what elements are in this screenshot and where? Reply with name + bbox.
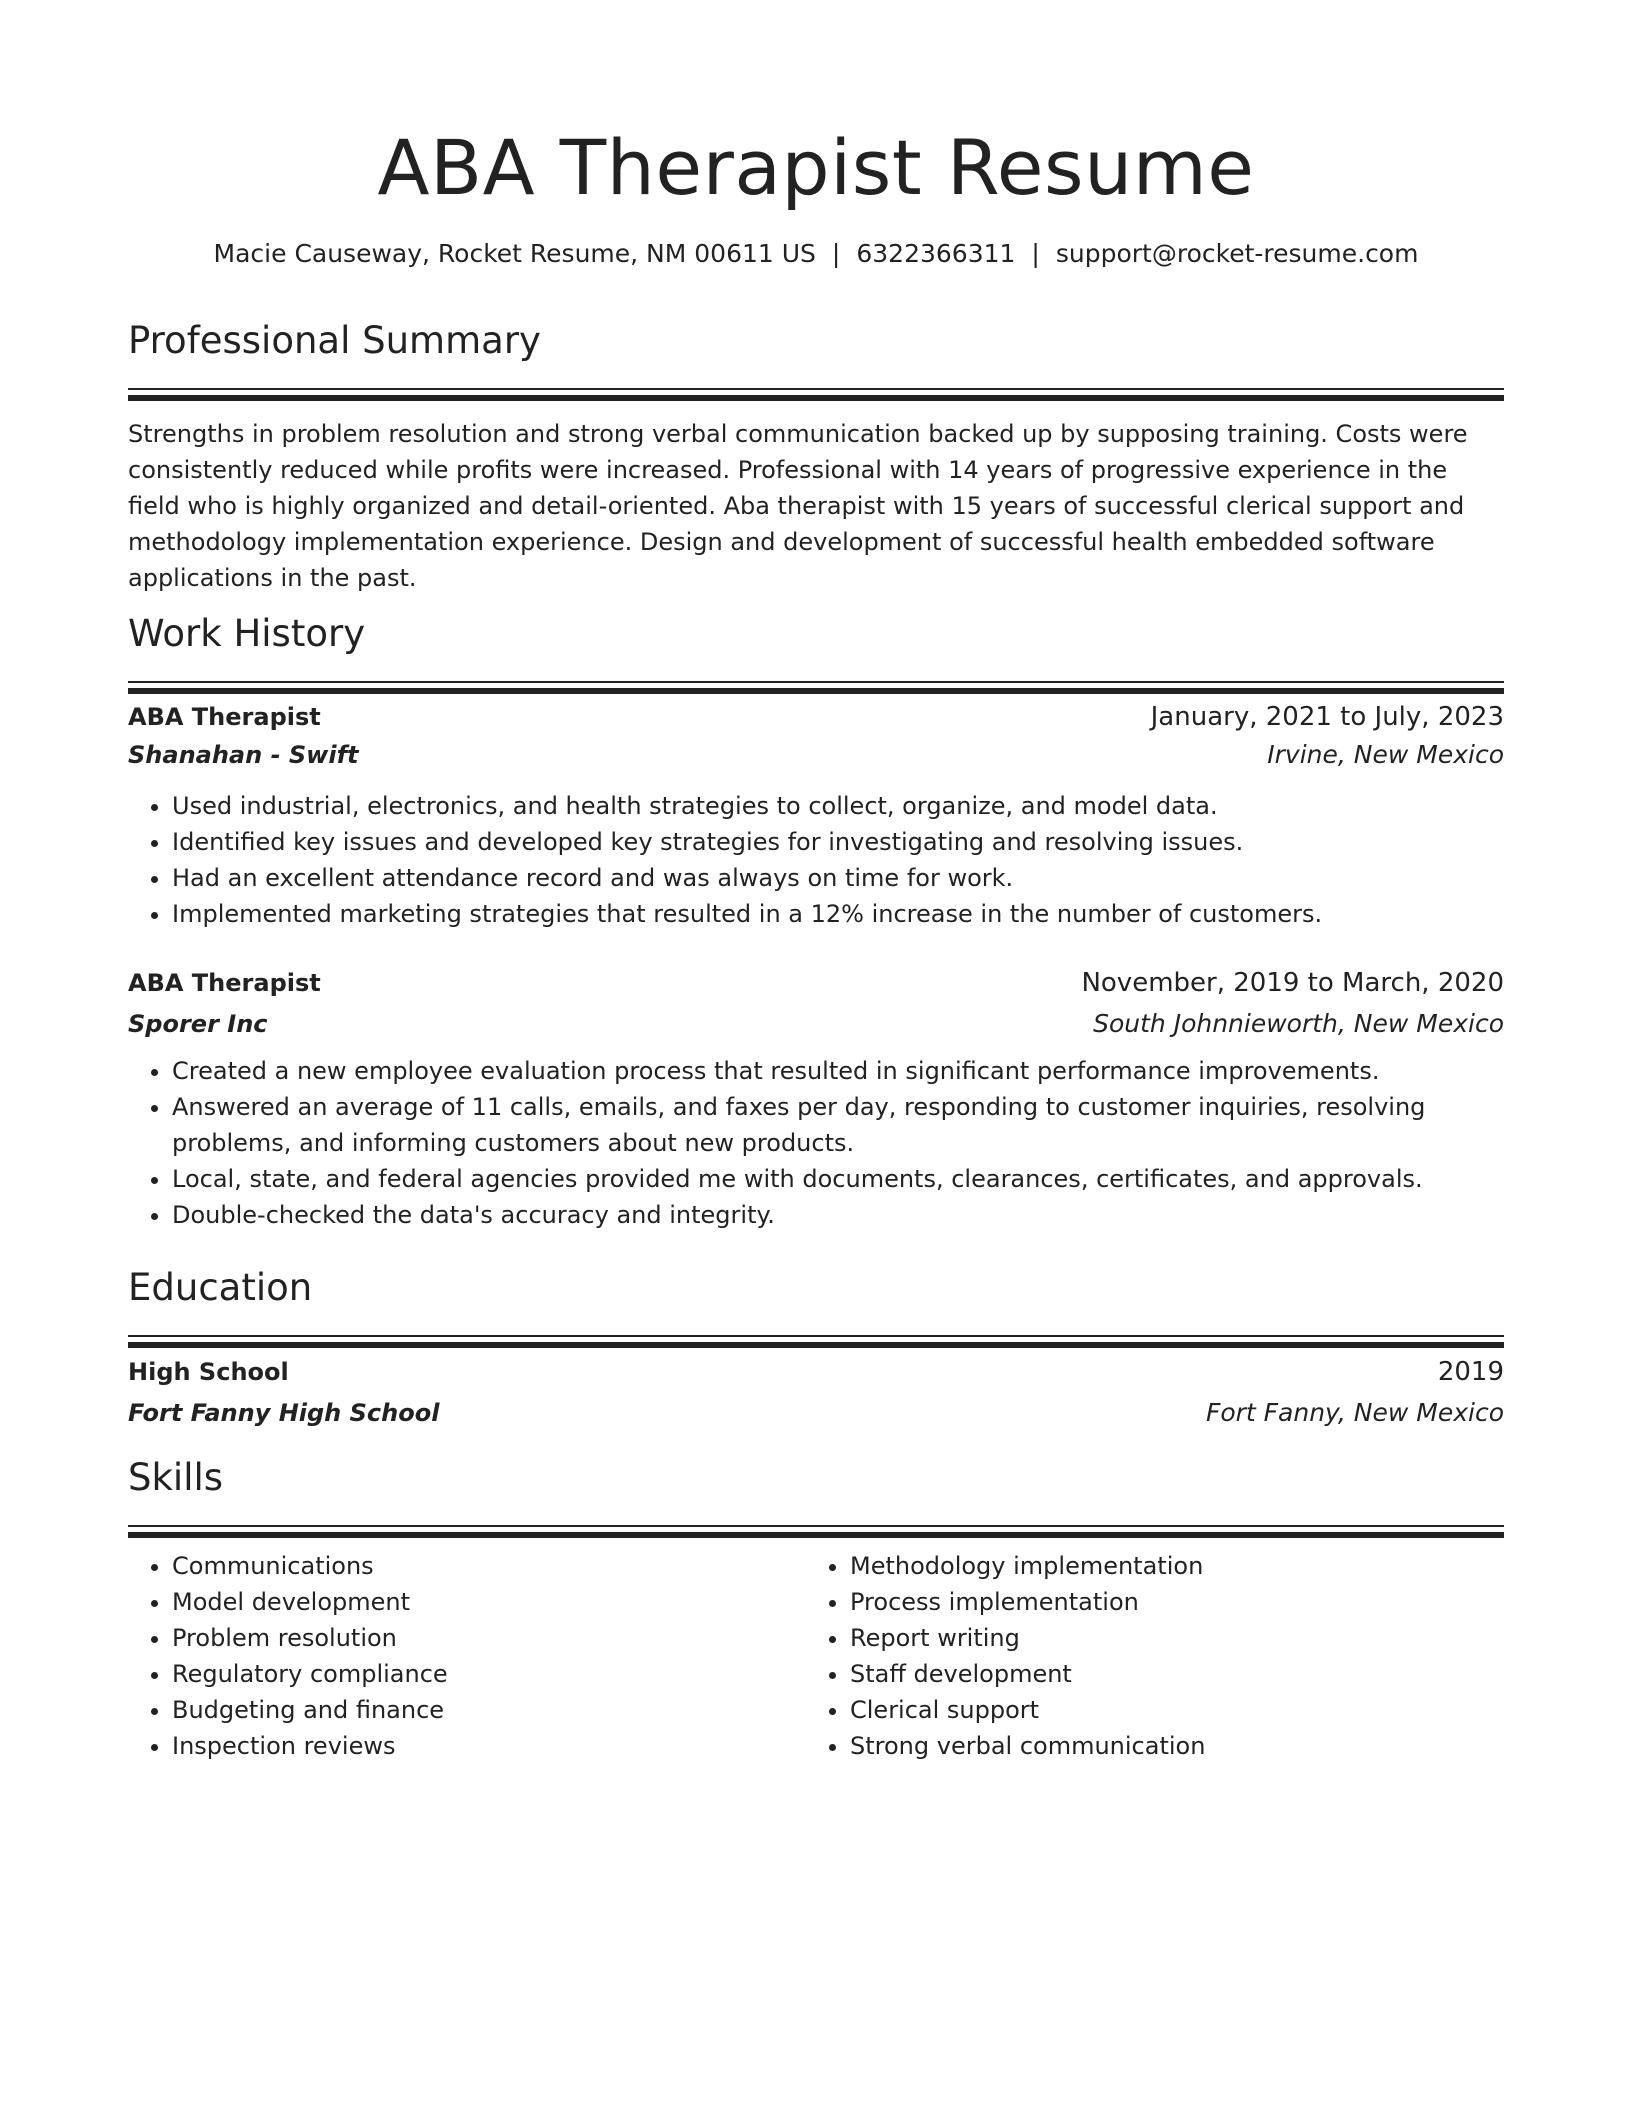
- skills-section: [128, 1453, 1504, 1764]
- section-divider: [128, 681, 1504, 683]
- education-subheader: [128, 1394, 1504, 1432]
- education-school: Fort Fanny High School: [128, 1399, 440, 1427]
- section-heading-skills: Skills: [128, 1456, 224, 1499]
- skills-column-left: [128, 1548, 806, 1764]
- contact-separator: |: [1031, 239, 1040, 268]
- list-item: • Used industrial, electronics, and health strategies to collect, organize, and model data.: [172, 788, 1504, 824]
- job-company: Sporer Inc: [128, 1010, 268, 1038]
- section-divider-thick: [128, 395, 1504, 401]
- skill-item: • Process implementation: [850, 1584, 1484, 1620]
- skills-column-right: [806, 1548, 1484, 1764]
- contact-separator: |: [831, 239, 841, 268]
- job-dates: January, 2021 to July, 2023: [1150, 702, 1504, 732]
- skill-item: • Budgeting and finance: [172, 1692, 806, 1728]
- contact-phone: 6322366311: [856, 239, 1016, 268]
- job-location: South Johnnieworth, New Mexico: [1093, 1009, 1504, 1038]
- work-history-section: [128, 609, 1504, 694]
- list-item: • Had an excellent attendance record and was always on time for work.: [172, 860, 1504, 896]
- contact-email: support@rocket-resume.com: [1055, 239, 1419, 268]
- list-item: • Local, state, and federal agencies provided me with documents, clearances, certificates, and approvals.: [172, 1161, 1504, 1197]
- section-divider-thick: [128, 688, 1504, 694]
- education-location: Fort Fanny, New Mexico: [1205, 1398, 1504, 1427]
- education-degree: High School: [128, 1358, 289, 1386]
- skill-item: • Strong verbal communication: [850, 1728, 1484, 1764]
- education-entry: [128, 1353, 1504, 1432]
- section-divider-thick: [128, 1342, 1504, 1348]
- education-header: [128, 1353, 1504, 1391]
- job-bullets: [128, 788, 1504, 932]
- section-divider: [128, 1525, 1504, 1527]
- skill-item: • Inspection reviews: [172, 1728, 806, 1764]
- summary-text: Strengths in problem resolution and strong verbal communication backed up by supposing training. Costs were consistently reduced while profits were increased. Professional with 14 years of progressive experience in the field who is highly organized and detail-oriented. Aba therapist with 15 years of successful clerical support and methodology implementation experience. Design and development of successful health embedded software applications in the past.: [128, 420, 1468, 592]
- section-divider: [128, 1335, 1504, 1337]
- education-year: 2019: [1437, 1357, 1504, 1387]
- skill-item: • Regulatory compliance: [172, 1656, 806, 1692]
- section-heading-summary: Professional Summary: [128, 319, 541, 362]
- job-header: [128, 964, 1504, 1002]
- resume-title: ABA Therapist Resume: [377, 123, 1255, 212]
- job-bullets: [128, 1053, 1504, 1233]
- list-item: • Implemented marketing strategies that resulted in a 12% increase in the number of customers.: [172, 896, 1504, 932]
- contact-line: [128, 236, 1504, 272]
- section-heading-education: Education: [128, 1266, 313, 1309]
- skill-item: • Staff development: [850, 1656, 1484, 1692]
- skill-item: • Communications: [172, 1548, 806, 1584]
- section-divider-thick: [128, 1532, 1504, 1538]
- job-entry: [128, 964, 1504, 1233]
- summary-section: [128, 316, 1504, 596]
- section-divider: [128, 388, 1504, 390]
- job-title: ABA Therapist: [128, 969, 321, 997]
- skills-list: [128, 1548, 1504, 1764]
- section-heading-work-history: Work History: [128, 612, 366, 655]
- job-dates: November, 2019 to March, 2020: [1081, 968, 1504, 998]
- skill-item: • Problem resolution: [172, 1620, 806, 1656]
- job-location: Irvine, New Mexico: [1267, 740, 1504, 769]
- job-entry: [128, 698, 1504, 932]
- list-item: • Answered an average of 11 calls, emails, and faxes per day, responding to customer inquiries, resolving problems, and informing customers about new products.: [172, 1089, 1504, 1161]
- list-item: • Identified key issues and developed key strategies for investigating and resolving issues.: [172, 824, 1504, 860]
- job-subheader: [128, 1005, 1504, 1043]
- skill-item: • Clerical support: [850, 1692, 1484, 1728]
- skill-item: • Model development: [172, 1584, 806, 1620]
- skill-item: • Report writing: [850, 1620, 1484, 1656]
- list-item: • Created a new employee evaluation process that resulted in significant performance improvements.: [172, 1053, 1504, 1089]
- list-item: • Double-checked the data's accuracy and integrity.: [172, 1197, 1504, 1233]
- job-subheader: [128, 736, 1504, 774]
- job-title: ABA Therapist: [128, 703, 321, 731]
- job-company: Shanahan - Swift: [128, 741, 359, 769]
- contact-address: Macie Causeway, Rocket Resume, NM 00611 US: [213, 239, 816, 268]
- job-header: [128, 698, 1504, 736]
- education-section: [128, 1263, 1504, 1348]
- skill-item: • Methodology implementation: [850, 1548, 1484, 1584]
